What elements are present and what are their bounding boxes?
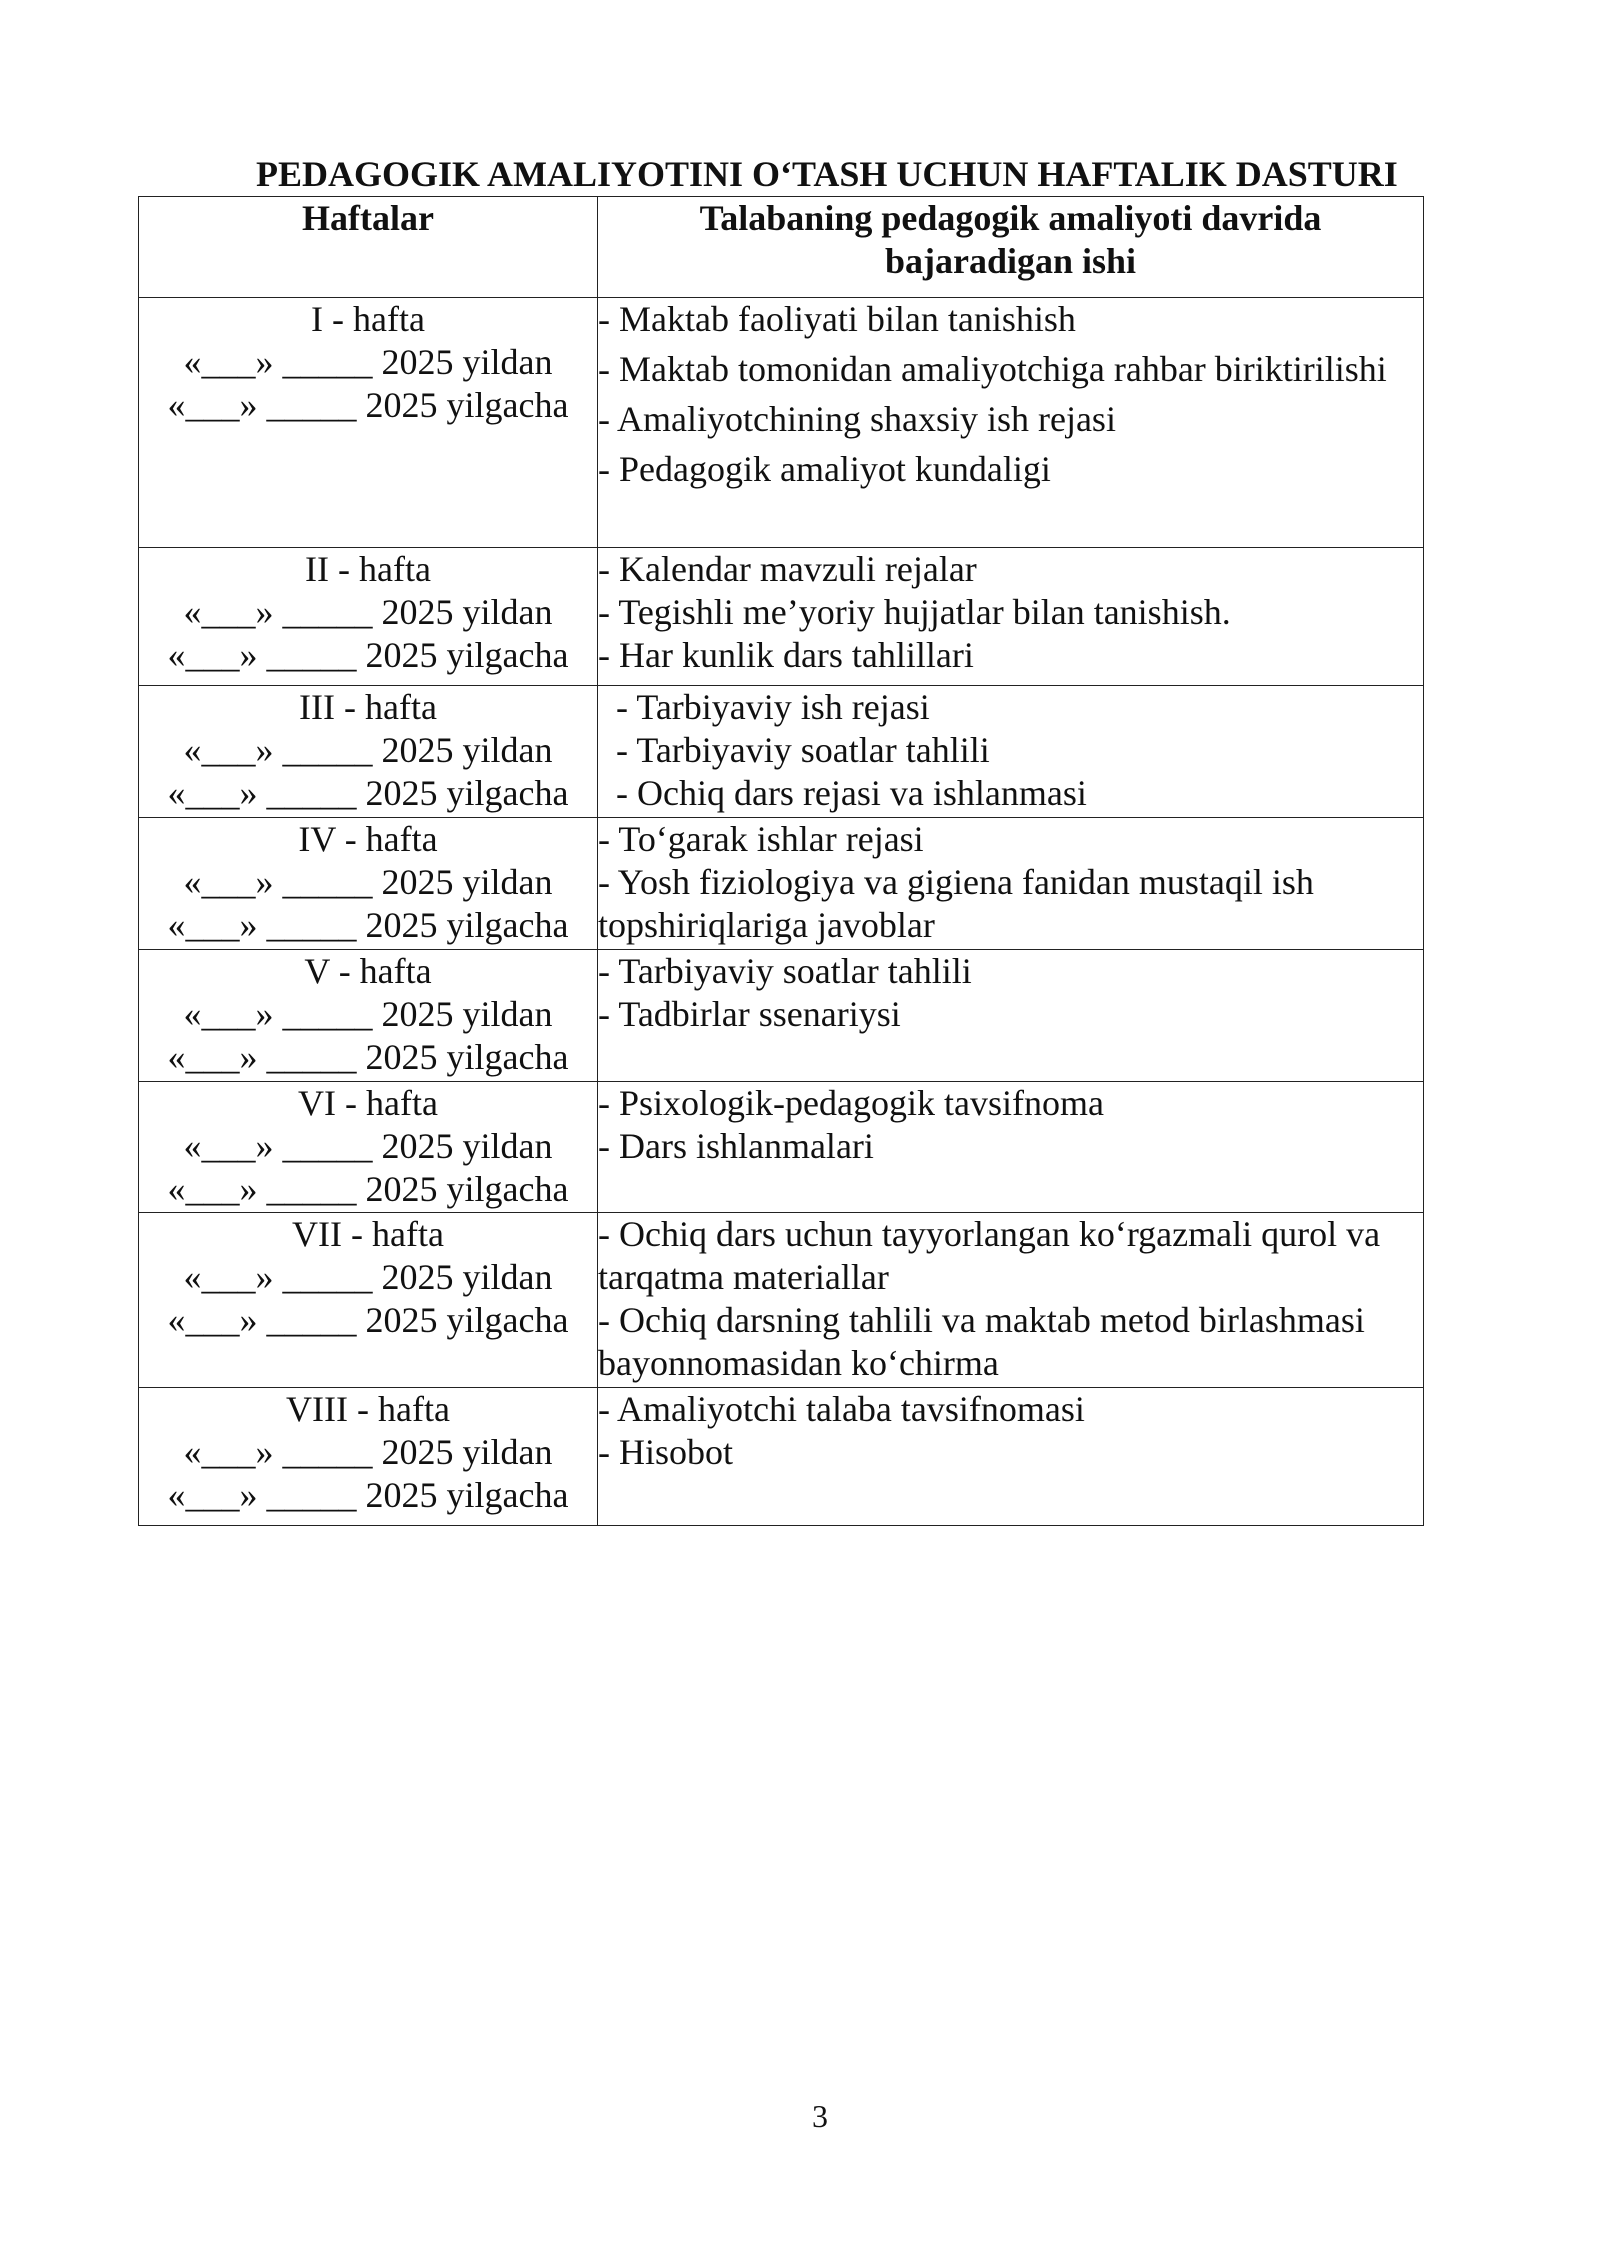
table-row	[139, 818, 1424, 950]
task-item: - Tarbiyaviy soatlar tahlili	[616, 730, 990, 770]
task-item: - Ochiq darsning tahlili va maktab metod birlashmasi bayonnomasidan ko‘chirma	[598, 1300, 1365, 1383]
task-cell	[598, 1213, 1424, 1388]
week-cell	[139, 298, 598, 548]
week-cell	[139, 548, 598, 686]
week-start-date: «___» _____ 2025 yildan	[183, 1257, 553, 1297]
task-item: - Pedagogik amaliyot kundaligi	[598, 449, 1051, 489]
week-end-date: «___» _____ 2025 yilgacha	[167, 905, 569, 945]
table-row	[139, 298, 1424, 548]
week-start-date: «___» _____ 2025 yildan	[183, 730, 553, 770]
week-start-date: «___» _____ 2025 yildan	[183, 862, 553, 902]
task-cell	[598, 548, 1424, 686]
task-item: - To‘garak ishlar rejasi	[598, 819, 924, 859]
week-cell	[139, 1388, 598, 1526]
task-item: - Tadbirlar ssenariysi	[598, 994, 901, 1034]
task-cell	[598, 686, 1424, 818]
week-end-date: «___» _____ 2025 yilgacha	[167, 1169, 569, 1209]
task-cell	[598, 1388, 1424, 1526]
week-label: VII - hafta	[292, 1214, 444, 1254]
week-cell	[139, 686, 598, 818]
task-item: - Dars ishlanmalari	[598, 1126, 874, 1166]
week-end-date: «___» _____ 2025 yilgacha	[167, 1300, 569, 1340]
week-start-date: «___» _____ 2025 yildan	[183, 994, 553, 1034]
week-cell	[139, 1082, 598, 1213]
header-weeks	[139, 197, 598, 298]
header-work-line-2: bajaradigan ishi	[884, 241, 1137, 281]
week-end-date: «___» _____ 2025 yilgacha	[167, 773, 569, 813]
task-item: - Ochiq dars uchun tayyorlangan ko‘rgazmali qurol va tarqatma materiallar	[598, 1214, 1381, 1297]
header-student-work	[598, 197, 1424, 298]
task-item: - Tarbiyaviy ish rejasi	[616, 687, 930, 727]
table-row	[139, 1213, 1424, 1388]
task-item: - Har kunlik dars tahlillari	[598, 635, 974, 675]
week-cell	[139, 818, 598, 950]
task-item: - Amaliyotchi talaba tavsifnomasi	[598, 1389, 1085, 1429]
week-end-date: «___» _____ 2025 yilgacha	[167, 1037, 569, 1077]
week-label: I - hafta	[311, 299, 425, 339]
week-label: V - hafta	[304, 951, 432, 991]
task-item: - Tarbiyaviy soatlar tahlili	[598, 951, 972, 991]
weekly-schedule-table	[138, 196, 1424, 1526]
task-cell	[598, 818, 1424, 950]
task-cell	[598, 298, 1424, 548]
table-row	[139, 548, 1424, 686]
week-start-date: «___» _____ 2025 yildan	[183, 342, 553, 382]
task-cell	[598, 950, 1424, 1082]
header-work-line-1: Talabaning pedagogik amaliyoti davrida	[699, 198, 1322, 238]
task-item: - Psixologik-pedagogik tavsifnoma	[598, 1083, 1104, 1123]
week-end-date: «___» _____ 2025 yilgacha	[167, 1475, 569, 1515]
task-item: - Yosh fiziologiya va gigiena fanidan mustaqil ish topshiriqlariga javoblar	[598, 862, 1314, 945]
week-label: VIII - hafta	[286, 1389, 450, 1429]
task-item: - Maktab tomonidan amaliyotchiga rahbar biriktirilishi	[598, 349, 1387, 389]
table-row	[139, 1082, 1424, 1213]
table-row	[139, 686, 1424, 818]
page-number: 3	[812, 2098, 828, 2134]
document-title: PEDAGOGIK AMALIYOTINI O‘TASH UCHUN HAFTALIK DASTURI	[256, 154, 1398, 194]
table-header-row	[139, 197, 1424, 298]
header-weeks-label: Haftalar	[302, 198, 434, 238]
week-cell	[139, 950, 598, 1082]
week-label: VI - hafta	[298, 1083, 438, 1123]
week-end-date: «___» _____ 2025 yilgacha	[167, 635, 569, 675]
table-row	[139, 950, 1424, 1082]
task-item: - Ochiq dars rejasi va ishlanmasi	[616, 773, 1087, 813]
week-end-date: «___» _____ 2025 yilgacha	[167, 385, 569, 425]
week-cell	[139, 1213, 598, 1388]
week-label: II - hafta	[305, 549, 431, 589]
task-item: - Tegishli me’yoriy hujjatlar bilan tanishish.	[598, 592, 1231, 632]
task-cell	[598, 1082, 1424, 1213]
week-label: IV - hafta	[298, 819, 438, 859]
task-item: - Amaliyotchining shaxsiy ish rejasi	[598, 399, 1116, 439]
task-item: - Kalendar mavzuli rejalar	[598, 549, 977, 589]
table-row	[139, 1388, 1424, 1526]
week-label: III - hafta	[299, 687, 437, 727]
task-item: - Hisobot	[598, 1432, 733, 1472]
week-start-date: «___» _____ 2025 yildan	[183, 1432, 553, 1472]
week-start-date: «___» _____ 2025 yildan	[183, 592, 553, 632]
week-start-date: «___» _____ 2025 yildan	[183, 1126, 553, 1166]
task-item: - Maktab faoliyati bilan tanishish	[598, 299, 1076, 339]
